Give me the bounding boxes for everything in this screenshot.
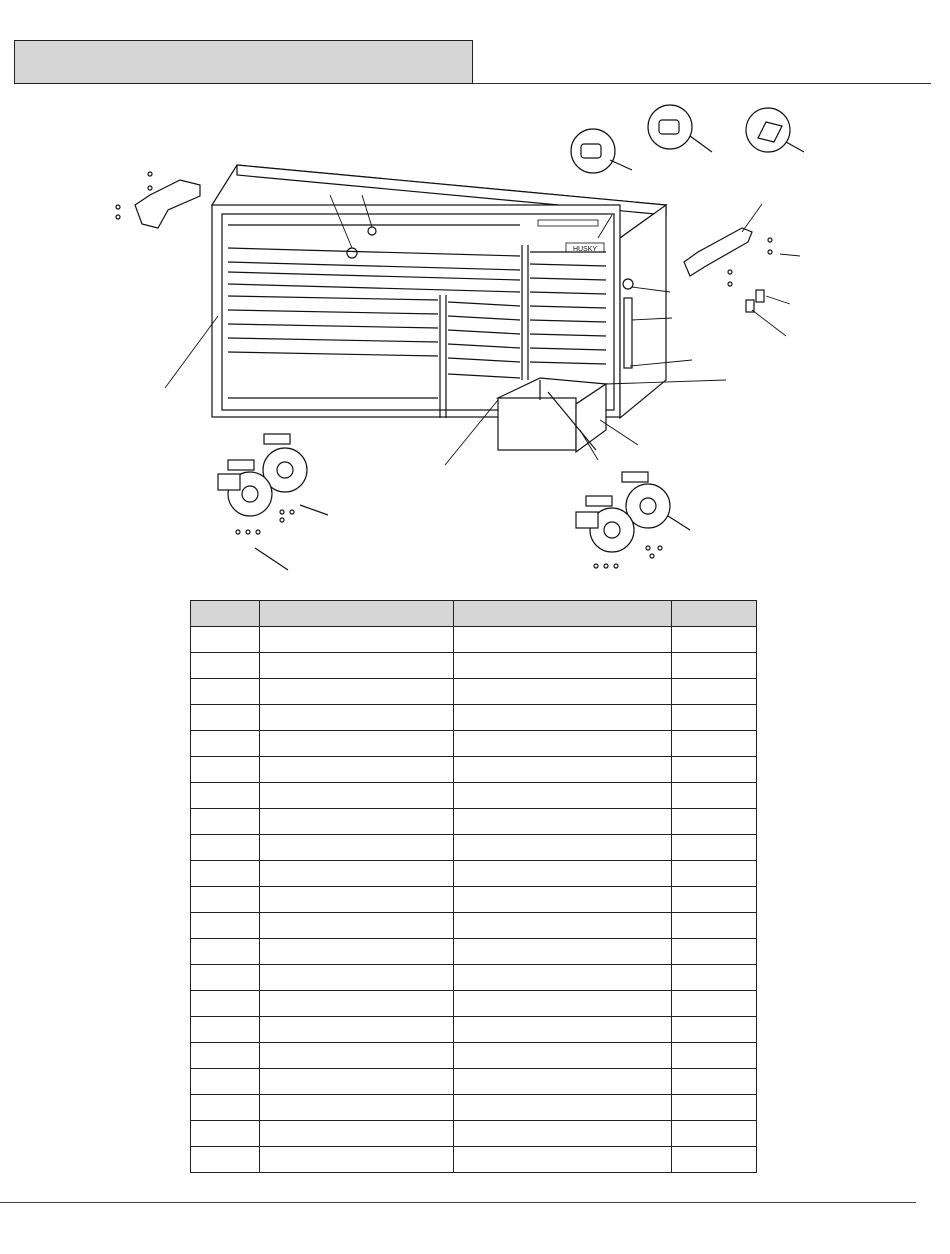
table-row — [191, 1017, 757, 1043]
table-cell — [454, 913, 672, 939]
table-cell — [672, 887, 757, 913]
right-side-handle — [684, 228, 772, 312]
table-row — [191, 991, 757, 1017]
table-cell — [454, 835, 672, 861]
table-cell — [260, 1017, 454, 1043]
table-cell — [191, 1121, 260, 1147]
table-cell — [191, 1017, 260, 1043]
table-row — [191, 653, 757, 679]
table-cell — [191, 1043, 260, 1069]
table-cell — [260, 679, 454, 705]
table-cell — [454, 1147, 672, 1173]
table-cell — [672, 627, 757, 653]
table-cell — [672, 1121, 757, 1147]
table-cell — [191, 679, 260, 705]
table-row — [191, 1069, 757, 1095]
table-cell — [191, 731, 260, 757]
table-cell — [260, 757, 454, 783]
table-cell — [672, 1069, 757, 1095]
table-cell — [260, 835, 454, 861]
table-cell — [260, 1147, 454, 1173]
table-row — [191, 1043, 757, 1069]
table-cell — [191, 861, 260, 887]
table-cell — [672, 835, 757, 861]
table-cell — [672, 809, 757, 835]
table-cell — [454, 809, 672, 835]
table-header-row — [191, 601, 757, 627]
table-cell — [191, 757, 260, 783]
table-cell — [191, 1147, 260, 1173]
table-cell — [191, 809, 260, 835]
table-row — [191, 705, 757, 731]
table-cell — [260, 991, 454, 1017]
table-header-cell — [260, 601, 454, 627]
table-cell — [672, 1017, 757, 1043]
table-row — [191, 1147, 757, 1173]
table-cell — [454, 1095, 672, 1121]
table-cell — [672, 861, 757, 887]
table-row — [191, 679, 757, 705]
table-cell — [260, 1121, 454, 1147]
table-row — [191, 757, 757, 783]
table-cell — [454, 1043, 672, 1069]
table-row — [191, 965, 757, 991]
table-row — [191, 887, 757, 913]
table-cell — [260, 939, 454, 965]
table-cell — [454, 861, 672, 887]
table-cell — [454, 705, 672, 731]
table-row — [191, 939, 757, 965]
knob-part-1 — [571, 129, 632, 173]
table-cell — [454, 887, 672, 913]
table-cell — [191, 653, 260, 679]
table-cell — [260, 1043, 454, 1069]
table-cell — [191, 965, 260, 991]
table-cell — [672, 731, 757, 757]
table-cell — [454, 653, 672, 679]
table-cell — [191, 627, 260, 653]
table-cell — [672, 705, 757, 731]
table-cell — [260, 809, 454, 835]
table-cell — [454, 939, 672, 965]
table-cell — [672, 783, 757, 809]
header-rule — [473, 83, 931, 84]
section-header-bar — [14, 40, 473, 84]
table-cell — [672, 679, 757, 705]
table-cell — [260, 861, 454, 887]
table-row — [191, 809, 757, 835]
table-cell — [191, 887, 260, 913]
table-cell — [454, 783, 672, 809]
table-cell — [454, 1017, 672, 1043]
table-cell — [191, 939, 260, 965]
table-cell — [260, 653, 454, 679]
right-caster-wheels — [576, 472, 690, 568]
table-row — [191, 731, 757, 757]
table-header-cell — [454, 601, 672, 627]
table-cell — [191, 913, 260, 939]
table-row — [191, 913, 757, 939]
table-cell — [260, 913, 454, 939]
table-cell — [672, 939, 757, 965]
table-cell — [672, 653, 757, 679]
table-cell — [454, 965, 672, 991]
table-cell — [454, 757, 672, 783]
table-cell — [454, 627, 672, 653]
table-cell — [672, 913, 757, 939]
table-row — [191, 835, 757, 861]
table-row — [191, 1121, 757, 1147]
tool-chest-cabinet — [212, 165, 666, 418]
table-cell — [454, 679, 672, 705]
table-cell — [672, 1095, 757, 1121]
table-cell — [454, 991, 672, 1017]
table-cell — [454, 1121, 672, 1147]
left-side-handle — [116, 172, 200, 228]
table-header-cell — [191, 601, 260, 627]
table-cell — [260, 965, 454, 991]
table-row — [191, 1095, 757, 1121]
table-cell — [191, 991, 260, 1017]
table-cell — [672, 757, 757, 783]
table-cell — [191, 1069, 260, 1095]
table-cell — [454, 1069, 672, 1095]
left-caster-wheels — [218, 434, 328, 570]
exploded-parts-diagram — [0, 90, 950, 590]
label-plate-part — [746, 108, 804, 152]
table-cell — [454, 731, 672, 757]
table-cell — [260, 731, 454, 757]
table-cell — [191, 783, 260, 809]
table-cell — [672, 965, 757, 991]
table-row — [191, 783, 757, 809]
table-cell — [260, 627, 454, 653]
table-cell — [672, 1147, 757, 1173]
table-cell — [260, 705, 454, 731]
knob-part-2 — [648, 105, 712, 152]
table-cell — [260, 1069, 454, 1095]
table-cell — [191, 705, 260, 731]
footer-rule — [0, 1202, 916, 1203]
table-cell — [191, 1095, 260, 1121]
table-row — [191, 627, 757, 653]
brand-logo: HUSKY — [572, 246, 598, 253]
table-cell — [191, 835, 260, 861]
table-cell — [260, 1095, 454, 1121]
table-cell — [672, 1043, 757, 1069]
parts-list-table — [190, 600, 757, 1173]
table-body — [191, 627, 757, 1173]
table-cell — [260, 887, 454, 913]
table-row — [191, 861, 757, 887]
table-header-cell — [672, 601, 757, 627]
table-cell — [260, 783, 454, 809]
table-cell — [672, 991, 757, 1017]
